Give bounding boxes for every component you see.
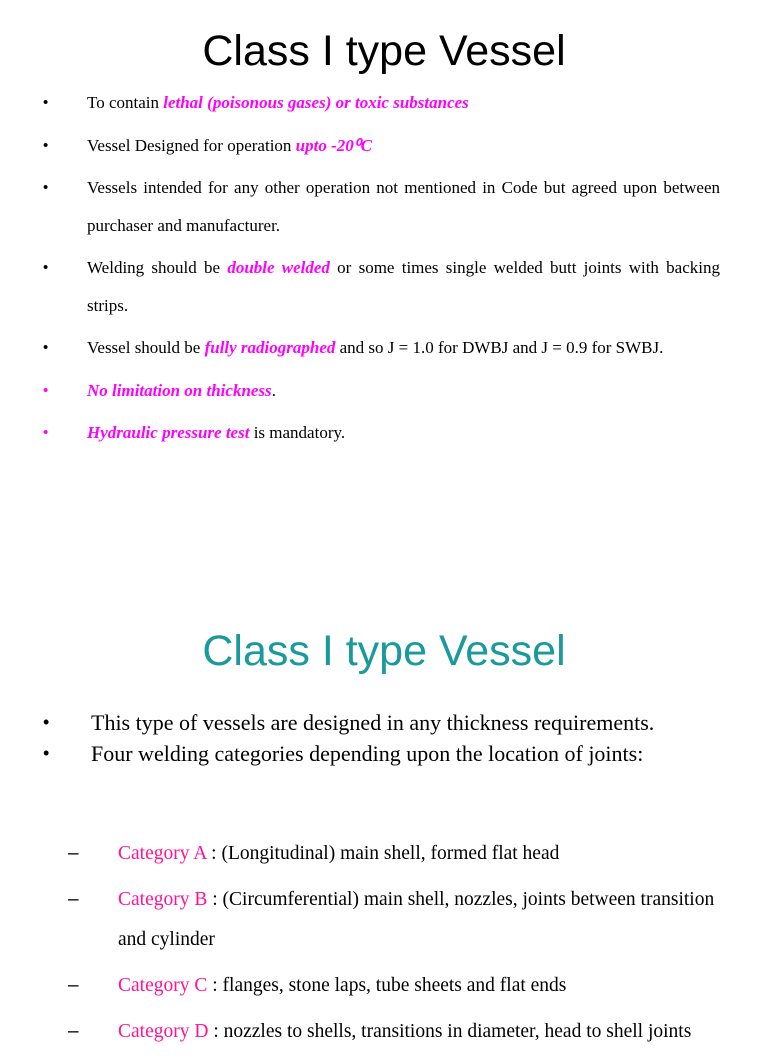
bullet-item <box>0 84 720 122</box>
highlight-text: fully radiographed <box>204 338 336 357</box>
category-item <box>0 834 720 874</box>
bullet-text: This type of vessels are designed in any thickness requirements. <box>91 710 655 735</box>
category-item <box>0 966 720 1006</box>
bullet-icon: • <box>43 136 49 154</box>
bullet-icon: • <box>43 259 49 276</box>
category-text: : (Longitudinal) main shell, formed flat head <box>206 843 560 864</box>
highlight-text: double welded <box>227 258 330 277</box>
bullet-text: Vessels intended for any other operation not mentioned in Code but agreed upon between purchaser and manufacturer. <box>87 178 720 235</box>
bullet-item <box>0 169 720 244</box>
slide-1-title: Class I type Vessel <box>202 27 566 75</box>
bullet-item <box>0 741 720 766</box>
category-label: Category B <box>118 889 208 910</box>
dash-icon: – <box>68 889 79 910</box>
bullet-text: Vessel should be <box>87 338 205 357</box>
bullet-icon: • <box>43 424 49 441</box>
bullet-icon: • <box>43 179 49 196</box>
dash-icon: – <box>68 975 79 996</box>
bullet-icon: • <box>43 94 49 111</box>
bullet-text: Four welding categories depending upon the location of joints: <box>91 741 644 766</box>
category-text: : flanges, stone laps, tube sheets and flat ends <box>207 975 567 996</box>
highlight-text: upto -20⁰C <box>295 135 372 155</box>
category-label: Category D <box>118 1021 209 1042</box>
bullet-text: and so J = 1.0 for DWBJ and J = 0.9 for SWBJ. <box>335 338 664 357</box>
bullet-text: To contain <box>87 93 164 112</box>
category-item <box>0 1012 720 1052</box>
slide-1-bullet-list <box>0 84 768 457</box>
slide-2-title: Class I type Vessel <box>202 627 566 675</box>
category-list <box>0 834 768 1058</box>
bullet-icon: • <box>43 712 50 732</box>
bullet-item <box>0 249 720 324</box>
category-label: Category C <box>118 975 208 996</box>
dash-icon: – <box>68 843 79 864</box>
bullet-text: Welding should be <box>87 258 228 277</box>
highlight-text: No limitation on thickness <box>87 380 272 400</box>
bullet-item <box>0 710 720 735</box>
category-item <box>0 880 720 960</box>
bullet-item <box>0 329 720 367</box>
bullet-item <box>0 372 720 410</box>
bullet-icon: • <box>43 743 50 763</box>
bullet-item <box>0 414 720 452</box>
category-text: : (Circumferential) main shell, nozzles, joints between transition and cylinder <box>118 889 715 950</box>
highlight-text: Hydraulic pressure test <box>87 423 250 442</box>
highlight-text: lethal (poisonous gases) or toxic substances <box>163 93 469 112</box>
bullet-text: . <box>271 380 276 400</box>
slide-2 <box>0 540 768 1042</box>
dash-icon: – <box>68 1021 79 1042</box>
category-label: Category A <box>118 843 207 864</box>
bullet-text: Vessel Designed for operation <box>87 135 296 155</box>
bullet-text: is mandatory. <box>249 423 346 442</box>
bullet-text: or some times single welded butt joints with backing strips. <box>87 258 720 315</box>
bullet-icon: • <box>43 339 49 356</box>
bullet-item <box>0 127 720 165</box>
bullet-icon: • <box>43 381 49 399</box>
category-text: : nozzles to shells, transitions in diameter, head to shell joints <box>208 1021 692 1042</box>
slide-2-bullet-list <box>0 710 768 772</box>
